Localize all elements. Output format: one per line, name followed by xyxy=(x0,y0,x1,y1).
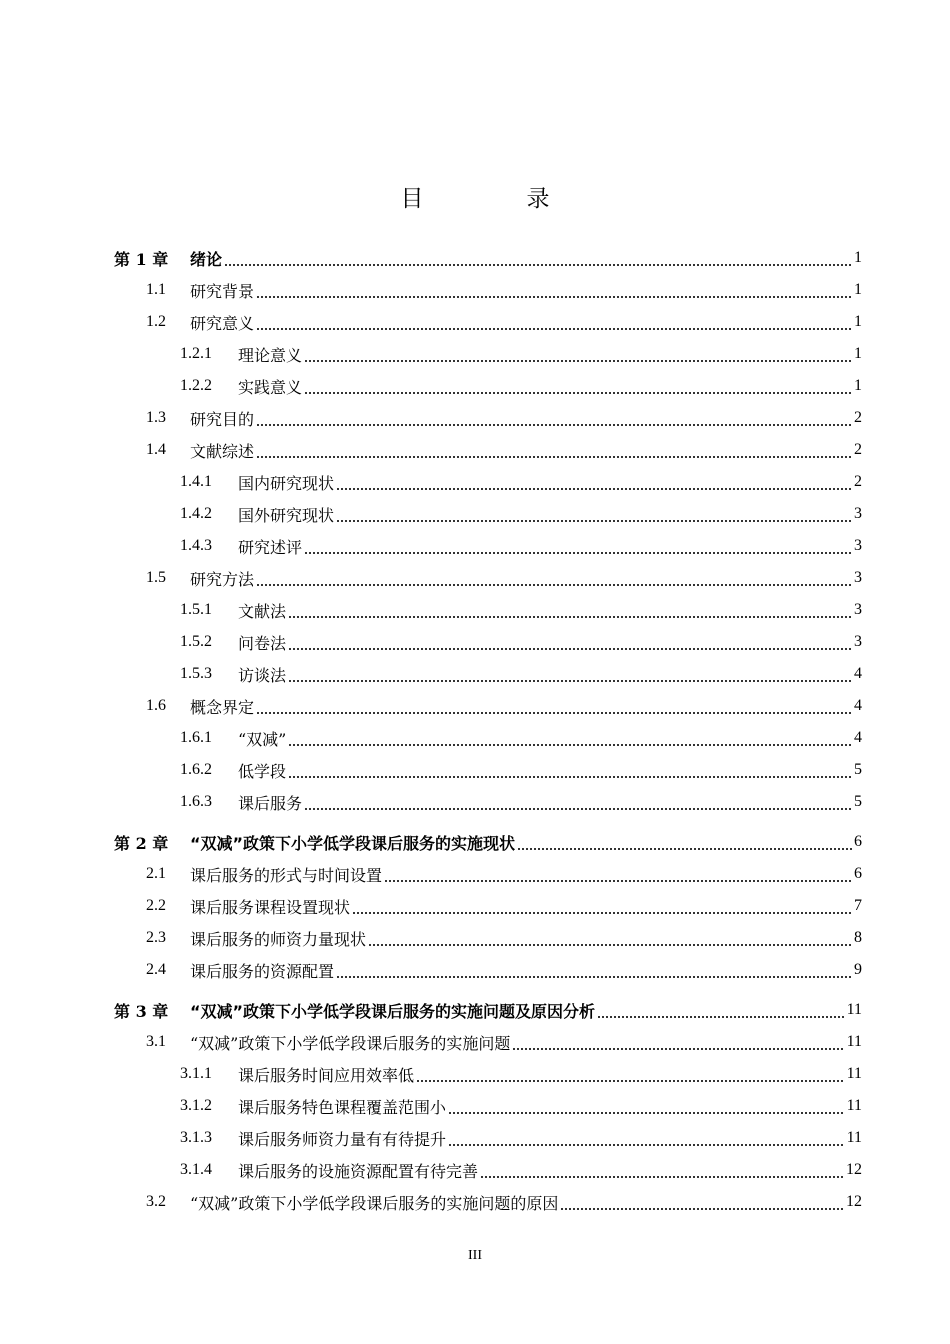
toc-entry-label: “双减”政策下小学低学段课后服务的实施问题及原因分析 xyxy=(190,1001,596,1021)
toc-entry-page: 3 xyxy=(854,601,862,618)
dot-leader xyxy=(224,249,852,267)
toc-entry-page: 11 xyxy=(846,1065,862,1082)
toc-section-entry[interactable] xyxy=(114,954,862,986)
toc-entry-label: 课后服务时间应用效率低 xyxy=(238,1065,415,1085)
dot-leader xyxy=(304,345,852,363)
toc-entry-number: 3.1 xyxy=(146,1033,166,1050)
toc-chapter-entry[interactable] xyxy=(114,994,862,1026)
toc-subsection-entry[interactable] xyxy=(114,754,862,786)
dot-leader xyxy=(256,409,852,427)
toc-entry-number: 3.2 xyxy=(146,1193,166,1210)
toc-entry-label: 课后服务的设施资源配置有待完善 xyxy=(238,1161,479,1181)
toc-subsection-entry[interactable] xyxy=(114,338,862,370)
toc-section-entry[interactable] xyxy=(114,890,862,922)
dot-leader xyxy=(304,377,852,395)
dot-leader xyxy=(288,665,852,683)
toc-entry-number: 第 2 章 xyxy=(114,833,169,853)
toc-entry-label: 研究目的 xyxy=(190,409,255,429)
toc-entry-label: 研究背景 xyxy=(190,281,255,301)
toc-subsection-entry[interactable] xyxy=(114,498,862,530)
dot-leader xyxy=(512,1033,844,1051)
toc-entry-page: 1 xyxy=(854,377,862,394)
toc-section-entry[interactable] xyxy=(114,922,862,954)
toc-subsection-entry[interactable] xyxy=(114,594,862,626)
dot-leader xyxy=(352,897,852,915)
dot-leader xyxy=(368,929,852,947)
toc-section-entry[interactable] xyxy=(114,858,862,890)
toc-entry-number: 1.5.1 xyxy=(180,601,212,618)
toc-section-entry[interactable] xyxy=(114,306,862,338)
dot-leader xyxy=(560,1193,844,1211)
dot-leader xyxy=(336,961,852,979)
toc-section-entry[interactable] xyxy=(114,1186,862,1218)
toc-entry-label: “双减” xyxy=(238,729,287,749)
toc-entry-number: 1.6 xyxy=(146,697,166,714)
toc-subsection-entry[interactable] xyxy=(114,466,862,498)
toc-entry-label: 课后服务的资源配置 xyxy=(190,961,335,981)
toc-entry-label: 文献综述 xyxy=(190,441,255,461)
toc-entry-page: 5 xyxy=(854,793,862,810)
dot-leader xyxy=(256,281,852,299)
toc-entry-number: 第 1 章 xyxy=(114,249,169,269)
page-number-footer: III xyxy=(468,1248,482,1263)
toc-entry-page: 8 xyxy=(854,929,862,946)
toc-entry-label: 研究方法 xyxy=(190,569,255,589)
toc-entry-number: 1.5.2 xyxy=(180,633,212,650)
toc-entry-label: 课后服务的形式与时间设置 xyxy=(190,865,383,885)
toc-entry-page: 4 xyxy=(854,665,862,682)
toc-entry-number: 1.3 xyxy=(146,409,166,426)
toc-entry-number: 2.3 xyxy=(146,929,166,946)
dot-leader xyxy=(416,1065,845,1083)
toc-subsection-entry[interactable] xyxy=(114,1090,862,1122)
toc-entry-label: 低学段 xyxy=(238,761,287,781)
toc-entry-page: 9 xyxy=(854,961,862,978)
toc-entry-number: 1.2.1 xyxy=(180,345,212,362)
toc-entry-label: “双减”政策下小学低学段课后服务的实施现状 xyxy=(190,833,516,853)
dot-leader xyxy=(256,313,852,331)
toc-entry-page: 1 xyxy=(854,249,862,266)
page-title: 目 录 xyxy=(400,186,590,212)
toc-entry-label: 课后服务课程设置现状 xyxy=(190,897,351,917)
dot-leader xyxy=(384,865,852,883)
dot-leader xyxy=(597,1001,845,1019)
dot-leader xyxy=(288,601,852,619)
toc-entry-label: 课后服务师资力量有有待提升 xyxy=(238,1129,447,1149)
toc-entry-page: 4 xyxy=(854,697,862,714)
toc-entry-label: 文献法 xyxy=(238,601,287,621)
dot-leader xyxy=(304,793,852,811)
dot-leader xyxy=(448,1129,845,1147)
toc-entry-number: 3.1.2 xyxy=(180,1097,212,1114)
dot-leader xyxy=(517,833,852,851)
toc-chapter-entry[interactable] xyxy=(114,242,862,274)
toc-section-entry[interactable] xyxy=(114,1026,862,1058)
dot-leader xyxy=(336,505,852,523)
toc-entry-page: 12 xyxy=(846,1161,862,1178)
toc-entry-page: 11 xyxy=(846,1033,862,1050)
toc-entry-number: 1.6.2 xyxy=(180,761,212,778)
toc-entry-page: 3 xyxy=(854,537,862,554)
toc-entry-number: 2.1 xyxy=(146,865,166,882)
toc-entry-number: 1.4.2 xyxy=(180,505,212,522)
toc-entry-page: 3 xyxy=(854,505,862,522)
toc-entry-label: 课后服务的师资力量现状 xyxy=(190,929,367,949)
toc-subsection-entry[interactable] xyxy=(114,370,862,402)
toc-subsection-entry[interactable] xyxy=(114,722,862,754)
dot-leader xyxy=(288,729,852,747)
toc-entry-number: 3.1.4 xyxy=(180,1161,212,1178)
toc-subsection-entry[interactable] xyxy=(114,786,862,818)
toc-entry-label: 问卷法 xyxy=(238,633,287,653)
toc-subsection-entry[interactable] xyxy=(114,1058,862,1090)
toc-entry-label: 国内研究现状 xyxy=(238,473,335,493)
dot-leader xyxy=(304,537,852,555)
dot-leader xyxy=(336,473,852,491)
toc-entry-label: “双减”政策下小学低学段课后服务的实施问题的原因 xyxy=(190,1193,559,1213)
toc-entry-page: 7 xyxy=(854,897,862,914)
toc-entry-page: 1 xyxy=(854,281,862,298)
toc-subsection-entry[interactable] xyxy=(114,530,862,562)
toc-entry-page: 5 xyxy=(854,761,862,778)
toc-entry-page: 3 xyxy=(854,633,862,650)
toc-entry-page: 11 xyxy=(846,1129,862,1146)
dot-leader xyxy=(256,697,852,715)
toc-entry-page: 2 xyxy=(854,441,862,458)
toc-entry-label: 课后服务特色课程覆盖范围小 xyxy=(238,1097,447,1117)
toc-entry-number: 2.2 xyxy=(146,897,166,914)
toc-section-entry[interactable] xyxy=(114,274,862,306)
dot-leader xyxy=(256,569,852,587)
toc-entry-label: 概念界定 xyxy=(190,697,255,717)
toc-entry-page: 11 xyxy=(846,1097,862,1114)
dot-leader xyxy=(480,1161,844,1179)
toc-section-entry[interactable] xyxy=(114,402,862,434)
dot-leader xyxy=(448,1097,845,1115)
toc-entry-number: 1.1 xyxy=(146,281,166,298)
toc-entry-number: 1.6.1 xyxy=(180,729,212,746)
toc-entry-number: 1.5.3 xyxy=(180,665,212,682)
toc-entry-page: 2 xyxy=(854,409,862,426)
toc-entry-page: 11 xyxy=(846,1001,862,1018)
toc-entry-number: 3.1.3 xyxy=(180,1129,212,1146)
toc-subsection-entry[interactable] xyxy=(114,658,862,690)
toc-entry-page: 6 xyxy=(854,865,862,882)
toc-entry-label: 绪论 xyxy=(190,249,223,269)
toc-subsection-entry[interactable] xyxy=(114,626,862,658)
toc-entry-page: 2 xyxy=(854,473,862,490)
toc-entry-number: 2.4 xyxy=(146,961,166,978)
toc-entry-number: 第 3 章 xyxy=(114,1001,169,1021)
toc-entry-label: 访谈法 xyxy=(238,665,287,685)
dot-leader xyxy=(288,633,852,651)
toc-entry-label: “双减”政策下小学低学段课后服务的实施问题 xyxy=(190,1033,511,1053)
toc-subsection-entry[interactable] xyxy=(114,1122,862,1154)
toc-entry-page: 12 xyxy=(846,1193,862,1210)
toc-subsection-entry[interactable] xyxy=(114,1154,862,1186)
toc-entry-number: 1.4 xyxy=(146,441,166,458)
toc-entry-page: 6 xyxy=(854,833,862,850)
toc-entry-label: 研究述评 xyxy=(238,537,303,557)
toc-entry-page: 3 xyxy=(854,569,862,586)
toc-entry-number: 1.5 xyxy=(146,569,166,586)
toc-entry-number: 1.2.2 xyxy=(180,377,212,394)
toc-entry-page: 4 xyxy=(854,729,862,746)
toc-entry-page: 1 xyxy=(854,313,862,330)
toc-entry-number: 1.2 xyxy=(146,313,166,330)
toc-entry-number: 1.4.1 xyxy=(180,473,212,490)
toc-section-entry[interactable] xyxy=(114,434,862,466)
toc-chapter-entry[interactable] xyxy=(114,826,862,858)
dot-leader xyxy=(288,761,852,779)
toc-entry-label: 国外研究现状 xyxy=(238,505,335,525)
toc-entry-label: 研究意义 xyxy=(190,313,255,333)
toc-entry-page: 1 xyxy=(854,345,862,362)
dot-leader xyxy=(256,441,852,459)
toc-entry-label: 课后服务 xyxy=(238,793,303,813)
toc-entry-label: 实践意义 xyxy=(238,377,303,397)
toc-entry-number: 1.6.3 xyxy=(180,793,212,810)
toc-entry-number: 1.4.3 xyxy=(180,537,212,554)
toc-section-entry[interactable] xyxy=(114,562,862,594)
toc-entry-label: 理论意义 xyxy=(238,345,303,365)
toc-section-entry[interactable] xyxy=(114,690,862,722)
toc-entry-number: 3.1.1 xyxy=(180,1065,212,1082)
